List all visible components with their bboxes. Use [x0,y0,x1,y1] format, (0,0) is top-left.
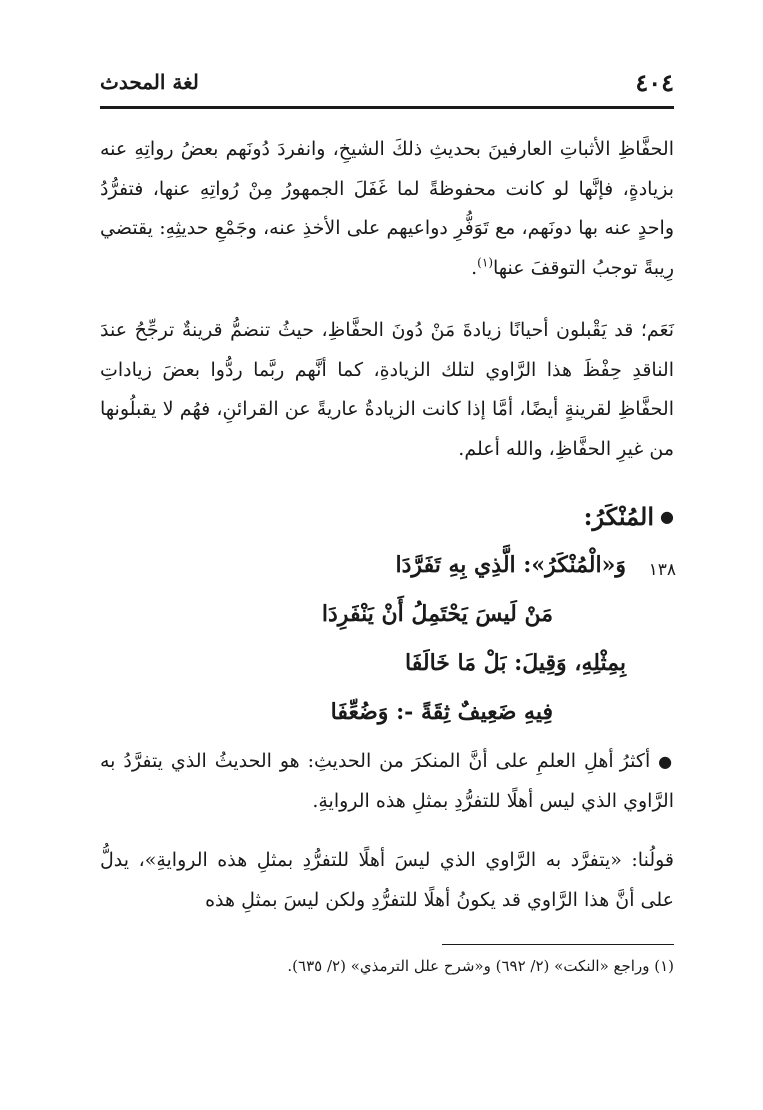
paragraph-3-text: أكثرُ أهلِ العلمِ على أنَّ المنكرَ من الحديثِ: هو الحديثُ الذي يتفرَّدُ به الرَّاوي الذي ليس أهلًا للتفرُّدِ بمثلِ هذه الروايةِ. [100,750,674,812]
bullet-icon: ● [658,752,675,771]
section-title: المُنْكَرُ: [583,502,655,531]
paragraph-4: قولُنا: «يتفرَّد به الرَّاوي الذي ليسَ أهلًا للتفرُّدِ بمثلِ هذه الروايةِ»، يدلُّ على أنَّ هذا الرَّاوي قد يكونُ أهلًا للتفرُّدِ ولكن ليسَ بمثلِ هذه [100,849,674,911]
section-heading [584,502,674,531]
page-header [100,62,674,102]
bullet-icon: ● [660,507,674,526]
paragraph-3 [100,742,674,821]
verse-line-2: مَنْ لَيسَ يَحْتَمِلُ أَنْ يَنْفَرِدَا [321,601,553,627]
verse-line-3: بِمِثْلِهِ، وَقِيلَ: بَلْ مَا خَالَفَا [405,650,626,676]
paragraph-1 [100,130,674,288]
paragraph-1-end: . [471,256,478,279]
footnote: (١) وراجع «النكت» (٢/ ٦٩٢) و«شرح علل الترمذي» (٢/ ٦٣٥). [287,957,674,975]
page-number: ٤٠٤ [635,67,674,97]
header-rule [100,106,674,109]
footnote-rule [442,944,674,945]
paragraph-1-text: الحفَّاظِ الأثباتِ العارفينَ بحديثِ ذلكَ الشيخِ، وانفردَ دُونَهم بعضُ رواتِهِ عنه بزيادةٍ، فإنَّها لو كانت محفوظةً لما غَفَلَ الجمهورُ مِنْ رُواتِهِ عنها، فتفرُّدُ واحدٍ عنه بها دونَهم، مع تَوَفُّرِ دواعيهم على الأخذِ عنه، وجَمْعِ حديثِهِ: يقتضي رِيبةً توجبُ التوقفَ عنها [100,138,674,279]
running-title: لغة المحدث [100,70,199,94]
verse-number: ١٣٨ [648,560,676,580]
footnote-reference: (١) [477,255,493,270]
verse-line-4: فِيهِ ضَعِيفٌ ثِقَةً -: وَضُعِّفَا [330,699,553,725]
verse-line-1: وَ«الْمُنْكَرُ»: الَّذِي بِهِ تَفَرَّدَا [395,552,626,578]
paragraph-2: نَعَم؛ قد يَقْبلون أحيانًا زيادةَ مَنْ دُونَ الحفَّاظِ، حيثُ تنضمُّ قرينةٌ ترجِّحُ عندَ الناقدِ حِفْظَ هذا الرَّاوي لتلك الزيادةِ، كما أنَّهم ربَّما ردُّوا بعضَ زياداتِ الحفَّاظِ لقرينةٍ أيضًا، أمَّا إذا كانت الزيادةُ عاريةً عن القرائنِ، فهُم لا يقبلُونها من غيرِ الحفَّاظِ، والله أعلم. [100,319,674,460]
